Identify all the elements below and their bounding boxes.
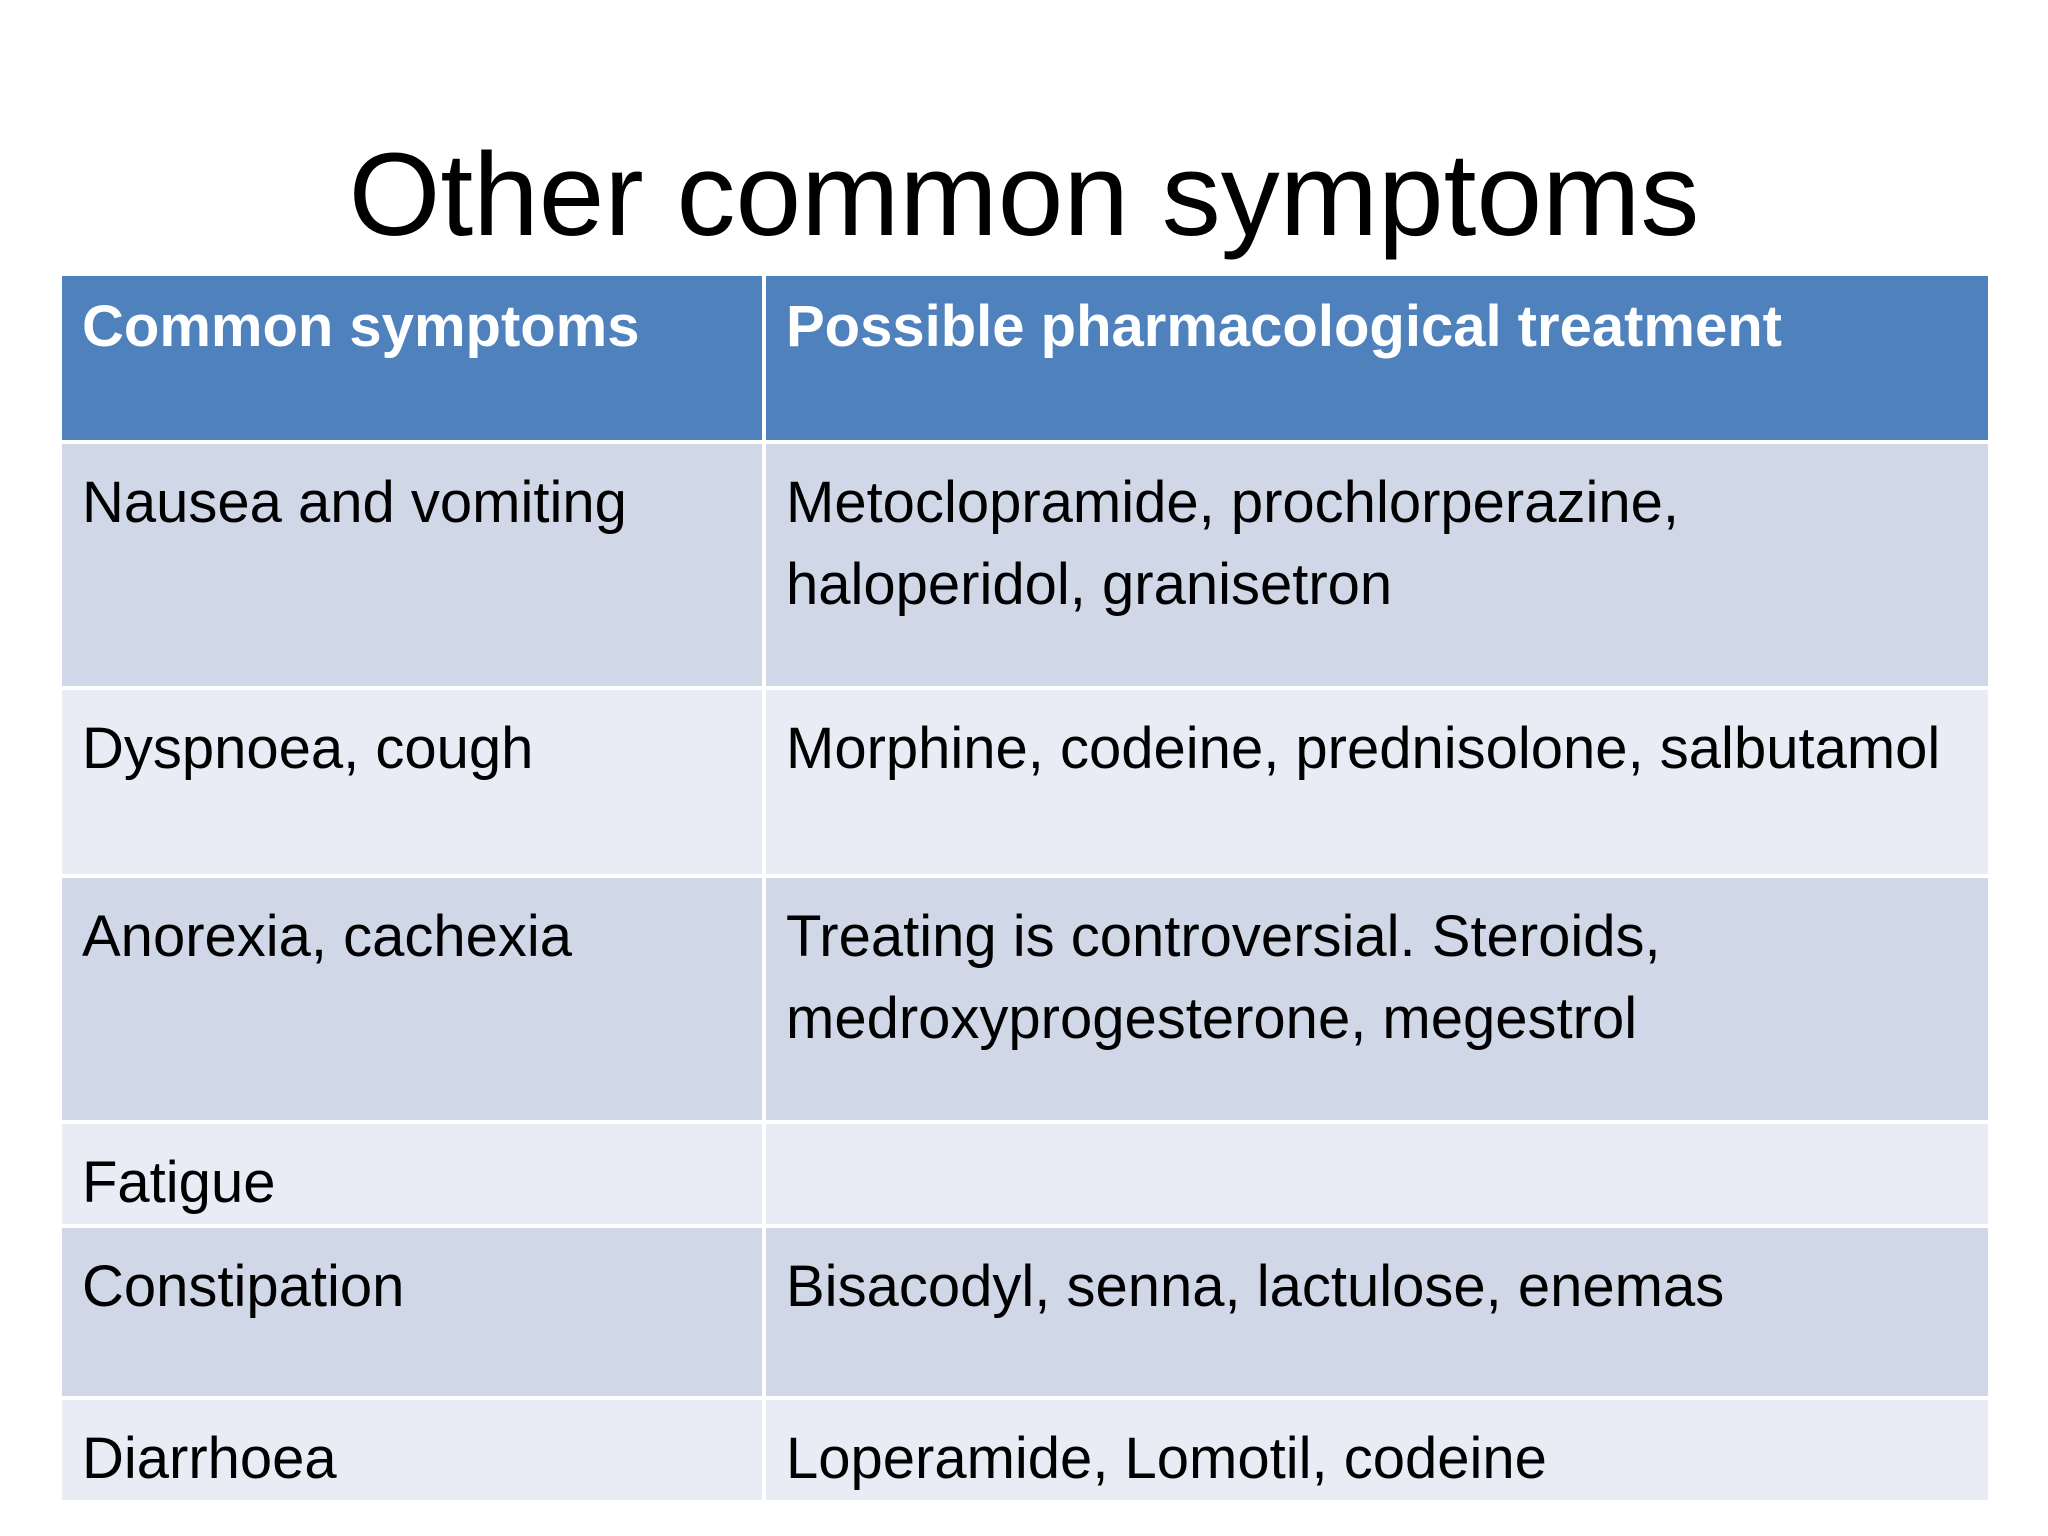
table-row — [60, 688, 1990, 876]
symptom-cell: Anorexia, cachexia — [60, 876, 764, 1122]
symptom-cell: Fatigue — [60, 1122, 764, 1226]
symptom-cell: Dyspnoea, cough — [60, 688, 764, 876]
header-possible-treatment: Possible pharmacological treatment — [764, 274, 1990, 442]
treatment-cell: Loperamide, Lomotil, codeine — [764, 1398, 1990, 1502]
treatment-cell: Metoclopramide, prochlorperazine, haloperidol, granisetron — [764, 442, 1990, 688]
table-row — [60, 442, 1990, 688]
treatment-cell: Bisacodyl, senna, lactulose, enemas — [764, 1226, 1990, 1398]
table-row — [60, 1398, 1990, 1502]
table-row — [60, 876, 1990, 1122]
table-row — [60, 1226, 1990, 1398]
treatment-cell — [764, 1122, 1990, 1226]
header-common-symptoms: Common symptoms — [60, 274, 764, 442]
symptom-cell: Diarrhoea — [60, 1398, 764, 1502]
treatment-cell: Morphine, codeine, prednisolone, salbutamol — [764, 688, 1990, 876]
table-header-row — [60, 274, 1990, 442]
table-row — [60, 1122, 1990, 1226]
symptom-cell: Nausea and vomiting — [60, 442, 764, 688]
symptom-cell: Constipation — [60, 1226, 764, 1398]
slide-title: Other common symptoms — [348, 129, 1700, 261]
treatment-cell: Treating is controversial. Steroids, medroxyprogesterone, megestrol — [764, 876, 1990, 1122]
symptom-treatment-table — [58, 272, 1992, 1504]
